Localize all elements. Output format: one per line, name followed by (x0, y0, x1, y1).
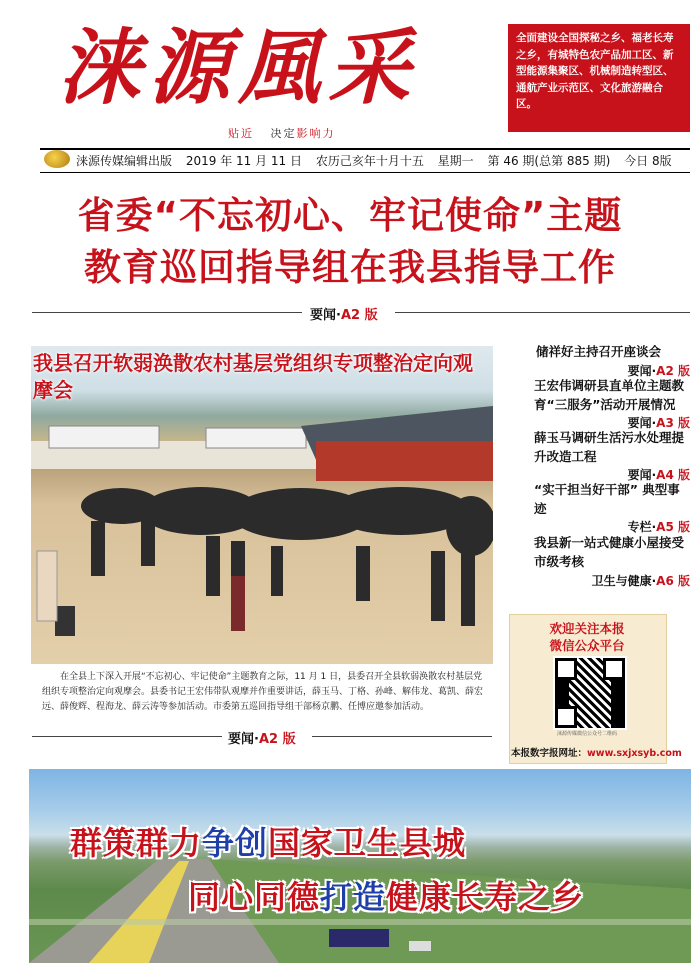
slogan-part-a: 贴近 (228, 127, 254, 140)
site-label: 本报数字报网址： (511, 748, 588, 759)
site-url: www.sxjxsyb.com (587, 748, 682, 759)
digital-edition-url[interactable] (511, 745, 691, 759)
sidebar-item-title: “实干担当好干部” 典型事迹 (534, 482, 680, 516)
motto-box: 全面建设全国探秘之乡、福老长寿之乡，有城特色农产品加工区、新型能源集聚区、机械制造转型区、通航产业示范区、文化旅游融合区。 (508, 24, 690, 132)
page-count: 今日 8版 (624, 154, 672, 168)
masthead-slogan (228, 125, 336, 141)
sidebar-item-3[interactable] (510, 428, 690, 466)
ref-label: 要闻· (627, 416, 657, 430)
sidebar-item-1[interactable] (510, 342, 690, 361)
banner-text: 国家卫生县城 (268, 824, 467, 862)
divider-left-2 (32, 736, 222, 737)
bottom-banner-photo (29, 769, 691, 963)
qr-code-icon[interactable] (553, 656, 627, 730)
masthead-title: 涞源風采 (58, 20, 418, 116)
wechat-title-line-2: 微信公众平台 (549, 638, 625, 653)
ref-page: A2 版 (656, 364, 690, 378)
feature-caption: 在全县上下深入开展“不忘初心、牢记使命”主题教育之际，11 月 1 日，县委召开全县软弱涣散农村基层党组织专项整治定向观摩会。县委书记王宏伟带队观摩并作重要讲话，薛玉马、丁格、孙峰、解伟龙、葛凯、薛宏远、薛俊辉、程海龙、薛云涛等参加活动。市委第五巡回指导组干部杨京鹏、任博应邀参加活动。 (42, 672, 484, 712)
issue-date: 2019 年 11 月 11 日 (185, 154, 302, 168)
banner-illustration (29, 769, 691, 963)
qr-corner (555, 658, 577, 680)
sidebar-item-title: 储祥好主持召开座谈会 (536, 344, 662, 359)
qr-caption: 涞源传媒微信公众号二维码 (556, 731, 617, 737)
wechat-qr-title (509, 620, 665, 654)
ref-page: A2 版 (340, 308, 378, 323)
slogan-part-c: 影响力 (296, 127, 336, 140)
banner-text: 群策群力 (70, 824, 203, 862)
headline-line-2: 教育巡回指导组在我县指导工作 (84, 246, 616, 289)
sidebar-item-4[interactable] (510, 480, 690, 518)
issue-number: 第 46 期(总第 885 期) (487, 154, 611, 168)
ref-page: A4 版 (656, 468, 690, 482)
slogan-part-b: 决定 (270, 127, 297, 140)
lead-headline[interactable] (20, 190, 680, 294)
ref-label: 要闻· (228, 732, 259, 747)
banner-slogan-1 (70, 818, 466, 864)
ref-label: 卫生与健康· (591, 574, 657, 588)
lunar-date: 农历己亥年十月十五 (315, 154, 424, 168)
banner-emphasis: 打造 (320, 878, 387, 916)
ref-label: 专栏· (627, 520, 657, 534)
ref-label: 要闻· (310, 308, 341, 323)
publisher: 涞源传媒编辑出版 (76, 154, 173, 168)
ref-page: A2 版 (258, 732, 296, 747)
qr-corner (603, 658, 625, 680)
sidebar-item-title: 我县新一站式健康小屋接受市级考核 (534, 535, 685, 569)
banner-slogan-2 (188, 872, 584, 918)
issue-info-bar (40, 148, 690, 173)
headline-page-ref[interactable] (310, 304, 378, 323)
divider-right (395, 312, 690, 313)
feature-page-ref[interactable] (228, 728, 296, 747)
banner-text: 健康长寿之乡 (386, 878, 585, 916)
ref-label: 要闻· (627, 364, 657, 378)
sidebar-item-title: 薛玉马调研生活污水处理提升改造工程 (534, 430, 685, 464)
sidebar-item-2[interactable] (510, 376, 690, 414)
ref-page: A6 版 (656, 574, 690, 588)
ref-label: 要闻· (627, 468, 657, 482)
qr-corner (555, 706, 577, 728)
sidebar-item-5-ref[interactable] (510, 572, 690, 589)
weekday: 星期一 (437, 154, 474, 168)
headline-line-1: 省委“不忘初心、牢记使命”主题 (77, 194, 623, 237)
feature-title[interactable]: 我县召开软弱涣散农村基层党组织专项整治定向观摩会 (33, 351, 473, 402)
sidebar-item-5[interactable] (510, 533, 690, 571)
divider-right-2 (312, 736, 492, 737)
ref-page: A3 版 (656, 416, 690, 430)
banner-text: 同心同德 (188, 878, 321, 916)
newspaper-logo-icon (44, 150, 70, 168)
wechat-title-line-1: 欢迎关注本报 (549, 621, 625, 636)
banner-emphasis: 争创 (202, 824, 269, 862)
divider-left (32, 312, 302, 313)
ref-page: A5 版 (656, 520, 690, 534)
sidebar-item-title: 王宏伟调研县直单位主题教育“三服务”活动开展情况 (534, 378, 685, 412)
